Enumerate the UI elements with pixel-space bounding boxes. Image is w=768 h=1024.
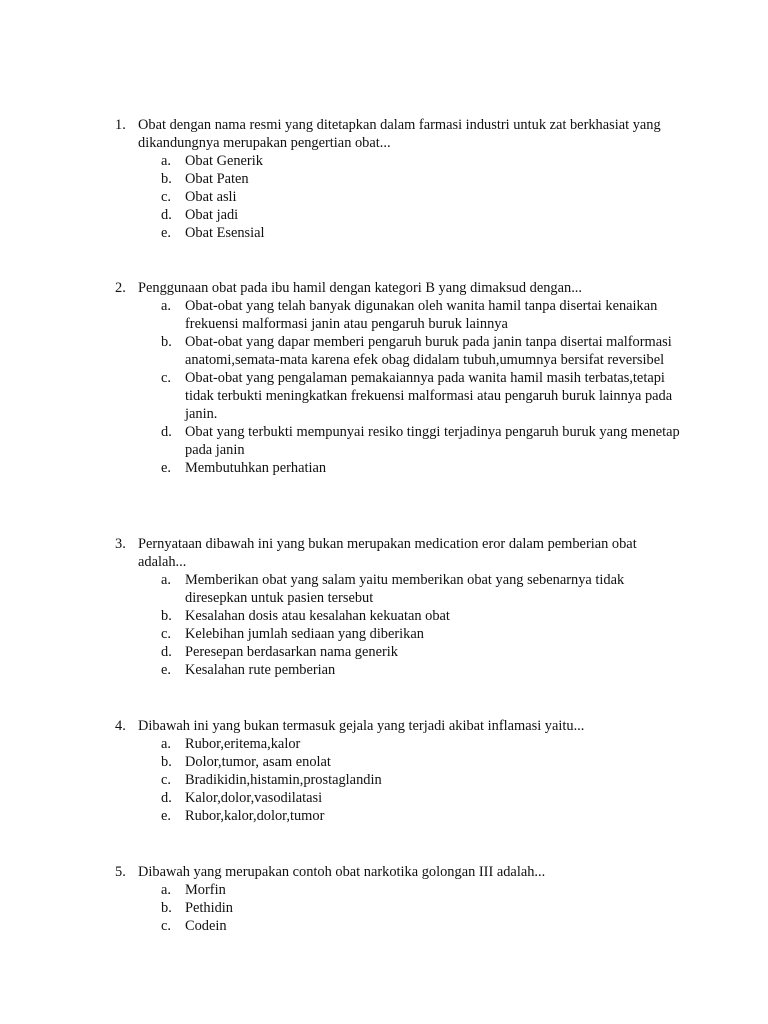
option-text: Obat jadi (185, 207, 239, 223)
option-text: Kesalahan rute pemberian (185, 662, 336, 678)
option-label: a. (161, 882, 171, 898)
question-stem (115, 863, 685, 881)
option-text: Kelebihan jumlah sediaan yang diberikan (185, 626, 424, 642)
option-b (115, 899, 685, 917)
question-text: Obat dengan nama resmi yang ditetapkan dalam farmasi industri untuk zat berkhasiat yang dikandungnya merupakan pengertian obat... (138, 117, 661, 151)
option-e (115, 661, 685, 679)
option-c (115, 369, 685, 423)
option-c (115, 917, 685, 935)
option-label: b. (161, 334, 172, 350)
question-number: 2. (115, 280, 126, 296)
option-text: Dolor,tumor, asam enolat (185, 754, 331, 770)
option-label: b. (161, 754, 172, 770)
question-number: 5. (115, 864, 126, 880)
option-text: Kalor,dolor,vasodilatasi (185, 790, 323, 806)
question-number: 4. (115, 718, 126, 734)
option-a (115, 571, 685, 607)
option-label: b. (161, 171, 172, 187)
option-e (115, 807, 685, 825)
option-label: d. (161, 424, 172, 440)
option-text: Codein (185, 918, 227, 934)
option-text: Obat asli (185, 189, 237, 205)
question-stem (115, 535, 685, 571)
option-label: c. (161, 772, 171, 788)
question-stem (115, 116, 685, 152)
question-text: Dibawah yang merupakan contoh obat narkotika golongan III adalah... (138, 864, 546, 880)
option-label: b. (161, 608, 172, 624)
option-text: Obat yang terbukti mempunyai resiko tinggi terjadinya pengaruh buruk yang menetap pada janin (185, 424, 680, 458)
option-a (115, 297, 685, 333)
option-a (115, 152, 685, 170)
option-label: a. (161, 153, 171, 169)
option-e (115, 224, 685, 242)
option-text: Obat-obat yang pengalaman pemakaiannya pada wanita hamil masih terbatas,tetapi tidak terbukti meningkatkan frekuensi malformasi atau pengaruh buruk lainnya pada janin. (185, 370, 673, 422)
option-text: Memberikan obat yang salam yaitu memberikan obat yang sebenarnya tidak diresepkan untuk pasien tersebut (185, 572, 625, 606)
option-b (115, 333, 685, 369)
question-1 (115, 116, 685, 242)
option-c (115, 625, 685, 643)
option-label: d. (161, 790, 172, 806)
option-e (115, 459, 685, 477)
question-5 (115, 863, 685, 935)
option-label: b. (161, 900, 172, 916)
option-text: Rubor,kalor,dolor,tumor (185, 808, 325, 824)
option-text: Bradikidin,histamin,prostaglandin (185, 772, 382, 788)
option-text: Membutuhkan perhatian (185, 460, 327, 476)
option-label: a. (161, 572, 171, 588)
option-d (115, 206, 685, 224)
question-text: Dibawah ini yang bukan termasuk gejala yang terjadi akibat inflamasi yaitu... (138, 718, 585, 734)
option-b (115, 753, 685, 771)
question-number: 1. (115, 117, 126, 133)
option-b (115, 170, 685, 188)
option-label: e. (161, 808, 171, 824)
option-text: Obat-obat yang telah banyak digunakan oleh wanita hamil tanpa disertai kenaikan frekuensi malformasi janin atau pengaruh buruk lainnya (185, 298, 658, 332)
option-text: Obat Esensial (185, 225, 265, 241)
option-label: c. (161, 189, 171, 205)
option-text: Obat Generik (185, 153, 263, 169)
option-d (115, 423, 685, 459)
question-text: Pernyataan dibawah ini yang bukan merupakan medication eror dalam pemberian obat adalah... (138, 536, 637, 570)
option-label: c. (161, 626, 171, 642)
option-text: Obat-obat yang dapar memberi pengaruh buruk pada janin tanpa disertai malformasi anatomi,semata-mata karena efek obag didalam tubuh,umumnya bersifat reversibel (185, 334, 672, 368)
question-3 (115, 535, 685, 679)
option-text: Obat Paten (185, 171, 249, 187)
option-label: e. (161, 225, 171, 241)
option-label: a. (161, 736, 171, 752)
option-a (115, 735, 685, 753)
option-label: e. (161, 460, 171, 476)
option-d (115, 643, 685, 661)
option-label: d. (161, 644, 172, 660)
option-b (115, 607, 685, 625)
option-text: Rubor,eritema,kalor (185, 736, 301, 752)
question-number: 3. (115, 536, 126, 552)
question-text: Penggunaan obat pada ibu hamil dengan kategori B yang dimaksud dengan... (138, 280, 583, 296)
option-text: Pethidin (185, 900, 233, 916)
option-label: e. (161, 662, 171, 678)
option-c (115, 771, 685, 789)
option-c (115, 188, 685, 206)
option-text: Morfin (185, 882, 226, 898)
option-label: c. (161, 918, 171, 934)
option-d (115, 789, 685, 807)
option-label: d. (161, 207, 172, 223)
option-text: Peresepan berdasarkan nama generik (185, 644, 398, 660)
question-stem (115, 279, 685, 297)
question-4 (115, 717, 685, 825)
option-text: Kesalahan dosis atau kesalahan kekuatan obat (185, 608, 450, 624)
option-a (115, 881, 685, 899)
question-2 (115, 279, 685, 477)
option-label: c. (161, 370, 171, 386)
question-stem (115, 717, 685, 735)
option-label: a. (161, 298, 171, 314)
